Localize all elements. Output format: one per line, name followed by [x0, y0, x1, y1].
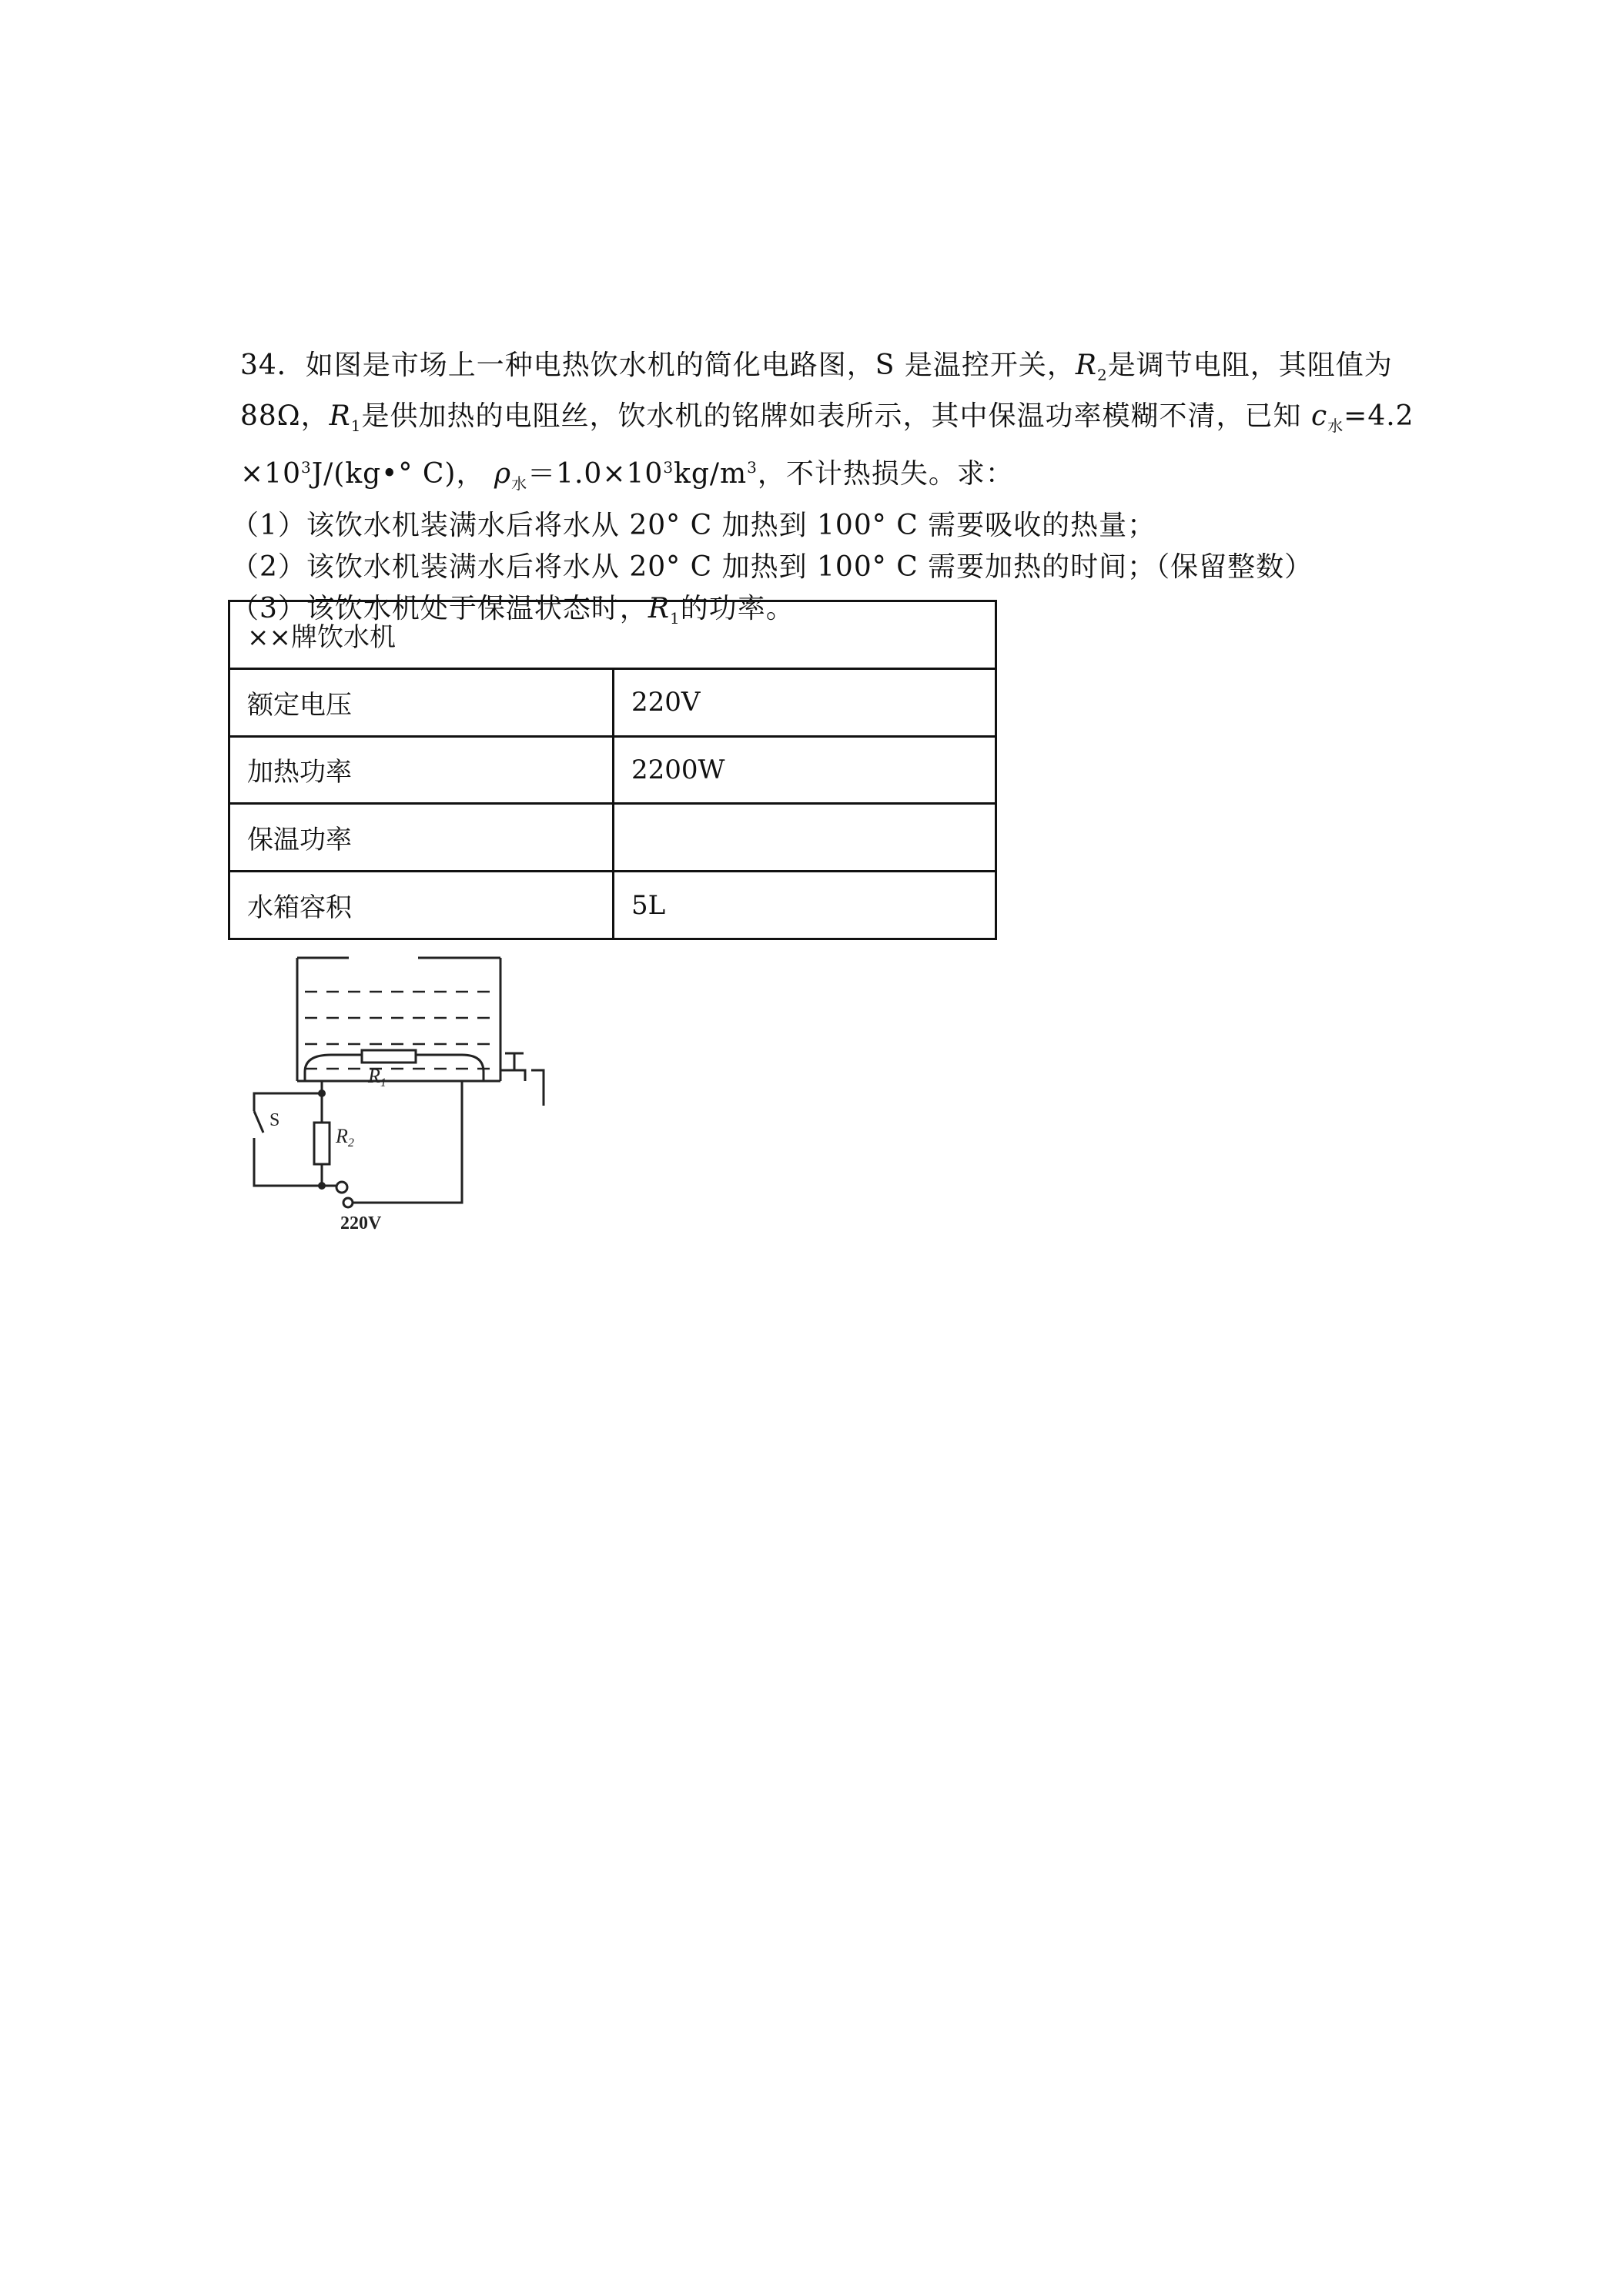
junction-dot — [318, 1089, 326, 1097]
problem-text — [231, 345, 1414, 639]
junction-dot — [318, 1182, 326, 1190]
r2-label: R2 — [336, 1125, 354, 1150]
resistor-r2-icon — [314, 1123, 330, 1164]
row-value: 2200W — [614, 736, 996, 804]
terminal-icon — [336, 1182, 347, 1193]
table-title: ××牌饮水机 — [229, 601, 996, 669]
table-row — [229, 804, 996, 872]
faucet-icon — [500, 1053, 544, 1106]
question-1: （1）该饮水机装满水后将水从 20° C 加热到 100° C 需要吸收的热量； — [231, 509, 1156, 541]
row-label: 保温功率 — [229, 804, 614, 872]
row-label: 额定电压 — [229, 668, 614, 736]
table-title-row — [229, 601, 996, 669]
row-value — [614, 804, 996, 872]
table-row — [229, 668, 996, 736]
r1-label: R1 — [368, 1065, 387, 1089]
circuit-diagram — [239, 955, 547, 1247]
row-value: 5L — [614, 872, 996, 939]
switch-label: S — [269, 1110, 280, 1130]
problem-line-2: 88Ω，$R_1$是供加热的电阻丝，饮水机的铭牌如表所示，其中保温功率模糊不清，已知 $c_水=4.2$ — [240, 400, 1414, 436]
heater-element-r1 — [305, 1050, 484, 1081]
question-3: （3）该饮水机处于保温状态时，$R_1$的功率。 — [231, 592, 795, 628]
nameplate-table — [228, 600, 997, 940]
circuit-wires — [254, 1081, 462, 1203]
table-row — [229, 736, 996, 804]
terminal-icon — [343, 1198, 353, 1207]
table-row — [229, 872, 996, 939]
problem-line-1: 34．如图是市场上一种电热饮水机的简化电路图，S 是温控开关，$R_2$是调节电阻，其阻值为 — [240, 350, 1393, 385]
voltage-label: 220V — [340, 1213, 382, 1233]
question-2: （2）该饮水机装满水后将水从 20° C 加热到 100° C 需要加热的时间；（保留整数） — [231, 551, 1313, 583]
row-label: 水箱容积 — [229, 872, 614, 939]
row-value: 220V — [614, 668, 996, 736]
row-label: 加热功率 — [229, 736, 614, 804]
problem-line-3: $\times 10^3J/(kg•^\circ$ C)， $\rho_水=1.0\times 10^3kg/m^3$，不计热损失。求： — [240, 458, 1014, 494]
switch-s-icon — [254, 1111, 263, 1133]
